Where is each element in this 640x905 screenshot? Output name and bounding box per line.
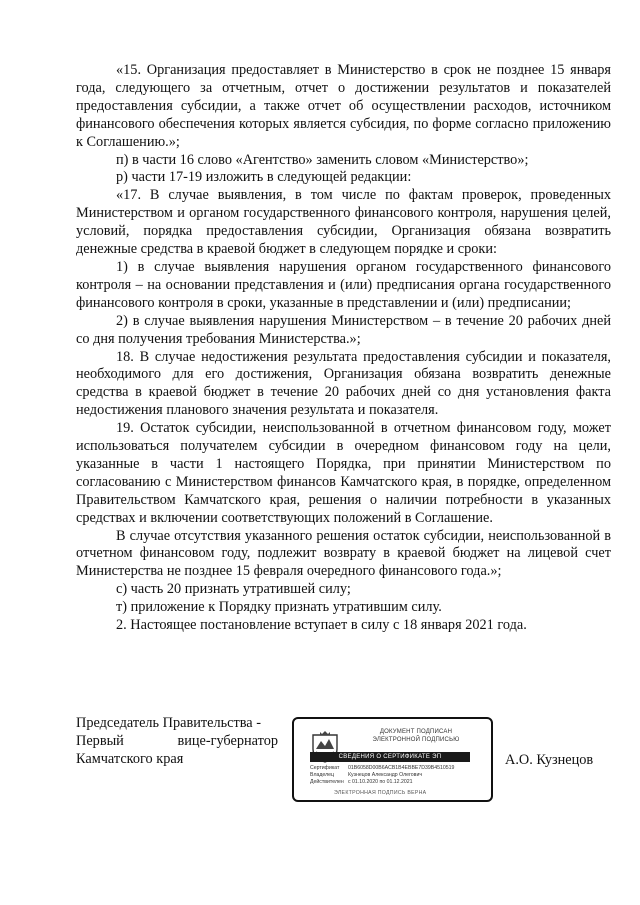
paragraph-s: с) часть 20 признать утратившей силу; xyxy=(116,581,351,598)
signatory-name: А.О. Кузнецов xyxy=(505,752,594,768)
paragraph-19: 19. Остаток субсидии, неиспользованной в отчетном финансовом году, может использоваться получателем субсидии в очередном финансовом году на цели, указанные в части 1 настоящего Порядка, при принятии Министерством по согласованию с Министерством финансов Камчатского края, в порядке, определенном Правительством Камчатского края, решения о наличии потребности в указанных средствах и включении соответствующих положений в Соглашение. xyxy=(76,420,611,526)
paragraph-19-b: В случае отсутствия указанного решения остаток субсидии, неиспользованной в отчетном финансовом году, подлежит возврату в краевой бюджет на лицевой счет Министерства не позднее 15 февраля очередного финансового года.»; xyxy=(76,527,611,580)
position-line-1: Председатель Правительства - xyxy=(76,715,261,731)
certificate-value: 01B6058D00B6ACB1B4EBBE7D39B4510519 xyxy=(348,765,455,771)
validity-label: Действителен xyxy=(310,779,344,785)
position-line-2: Первый вице-губернатор xyxy=(76,732,278,749)
stamp-title-line-1: ДОКУМЕНТ ПОДПИСАН xyxy=(379,729,453,735)
electronic-signature-stamp xyxy=(292,717,493,802)
owner-value: Кузнецов Александр Олегович xyxy=(348,772,423,778)
stamp-title-line-2: ЭЛЕКТРОННОЙ ПОДПИСЬЮ xyxy=(372,737,460,743)
paragraph-2: 2. Настоящее постановление вступает в силу с 18 января 2021 года. xyxy=(116,617,527,634)
paragraph-18: 18. В случае недостижения результата предоставления субсидии и показателя, необходимого для его достижения, Организация обязана возвратить денежные средства в краевой бюджет в течение 20 рабочих дней со дня установления факта недостижения планового значения результата и показателя. xyxy=(76,348,611,419)
position-line-3: Камчатского края xyxy=(76,750,184,767)
paragraph-17: «17. В случае выявления, в том числе по фактам проверок, проведенных Министерством и органом государственного финансового контроля, нарушения целей, условий, порядка предоставления субсидии, Организация обязана возвратить денежные средства в краевой бюджет в следующем порядке и сроки: xyxy=(76,187,611,258)
paragraph-r: р) части 17-19 изложить в следующей редакции: xyxy=(116,169,412,186)
certificate-details xyxy=(310,765,488,786)
paragraph-17-2: 2) в случае выявления нарушения Министерством – в течение 20 рабочих дней со дня получения требования Министерства.»; xyxy=(76,312,611,347)
owner-label: Владелец xyxy=(310,772,334,778)
certificate-row xyxy=(310,765,488,772)
certificate-header: СВЕДЕНИЯ О СЕРТИФИКАТЕ ЭП xyxy=(310,752,470,762)
validity-value: с 01.10.2020 по 01.12.2021 xyxy=(348,779,413,785)
certificate-label: Сертификат xyxy=(310,765,340,771)
document-body xyxy=(76,62,611,635)
owner-row xyxy=(310,772,488,779)
validity-row xyxy=(310,779,488,786)
paragraph-p: п) в части 16 слово «Агентство» заменить словом «Министерство»; xyxy=(116,151,529,168)
paragraph-15: «15. Организация предоставляет в Министерство в срок не позднее 15 января года, следующего за отчетным, отчет о достижении результатов и показателей предоставления субсидии, а также отчет об осуществлении расходов, источником финансового обеспечения которых является субсидия, по форме согласно приложению к Соглашению.»; xyxy=(76,62,611,150)
signatory-position xyxy=(76,715,278,769)
paragraph-17-1: 1) в случае выявления нарушения органом государственного финансового контроля – на основании представления и (или) предписания органа государственного финансового контроля в сроки, указанные в представлении и (или) предписании; xyxy=(76,258,611,311)
paragraph-t: т) приложение к Порядку признать утратившим силу. xyxy=(116,599,442,616)
stamp-title xyxy=(342,728,490,744)
stamp-footer: ЭЛЕКТРОННАЯ ПОДПИСЬ ВЕРНА xyxy=(334,790,427,796)
